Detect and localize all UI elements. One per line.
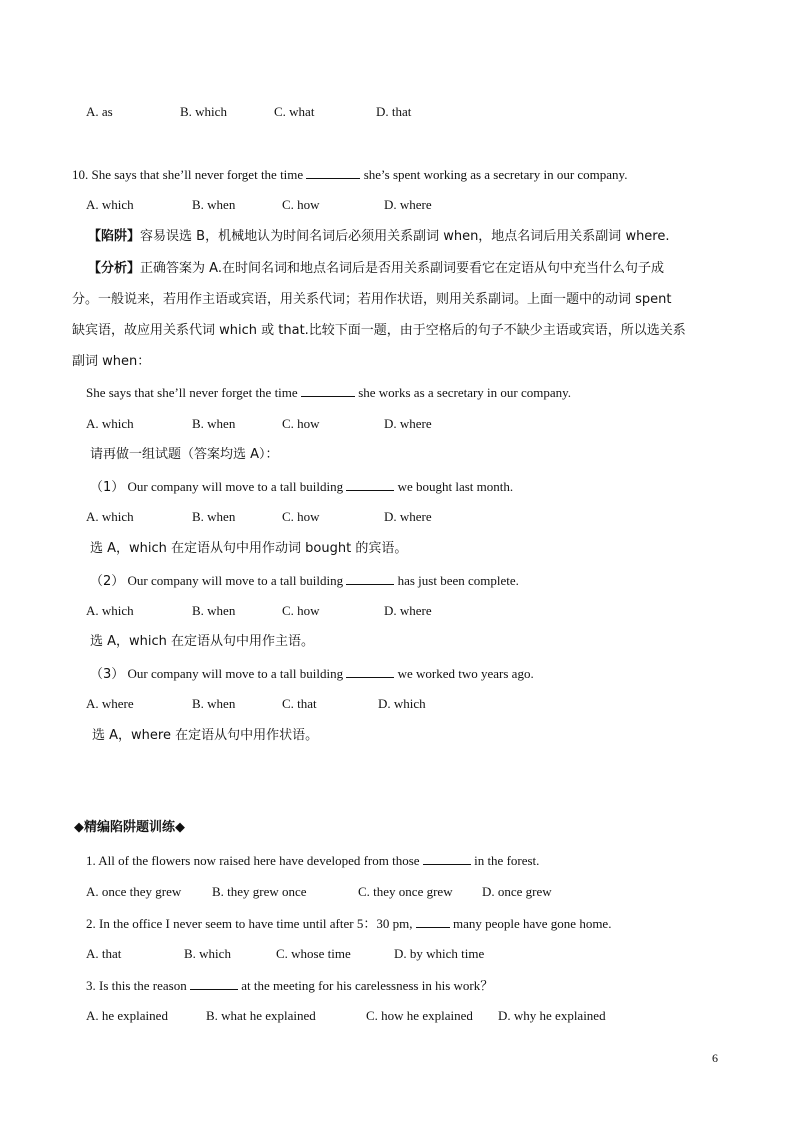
option-c: C. what xyxy=(274,104,315,119)
question-text: 3. Is this the reason xyxy=(86,978,187,993)
option-d: D. where xyxy=(384,416,432,431)
option-a: A. that xyxy=(86,946,122,961)
retry-title: 请再做一组试题（答案均选 A）： xyxy=(90,447,279,462)
option-d: D. which xyxy=(378,696,426,711)
analysis-line-3: 缺宾语，故应用关系代词 which 或 that.比较下面一题，由于空格后的句子不缺少主语或宾语，所以选关系 xyxy=(72,323,686,338)
sub-question-3 xyxy=(90,664,534,682)
option-b: B. when xyxy=(192,416,236,431)
question-text: Our company will move to a tall building xyxy=(127,666,344,681)
section-title: ◆精编陷阱题训练◆ xyxy=(74,820,185,835)
option-a: A. as xyxy=(86,104,113,119)
analysis-line-4: 副词 when： xyxy=(72,354,151,369)
option-a: A. once they grew xyxy=(86,884,182,899)
option-a: A. where xyxy=(86,696,134,711)
trap-paragraph xyxy=(88,228,670,246)
practice-question-2 xyxy=(86,914,611,932)
page-number: 6 xyxy=(712,1051,718,1065)
option-d: D. that xyxy=(376,104,412,119)
option-b: B. they grew once xyxy=(212,884,307,899)
answer-blank xyxy=(346,477,394,491)
question-number: （2） xyxy=(90,574,125,589)
question-text-cont: in the forest. xyxy=(474,853,540,868)
option-d: D. once grew xyxy=(482,884,552,899)
option-b: B. what he explained xyxy=(206,1008,316,1023)
option-a: A. he explained xyxy=(86,1008,168,1023)
question-text-cont: at the meeting for his carelessness in his work？ xyxy=(241,978,494,993)
option-c: C. how xyxy=(282,603,320,618)
practice-question-1 xyxy=(86,851,539,869)
option-b: B. which xyxy=(184,946,231,961)
sub3-note: 选 A，where 在定语从句中用作状语。 xyxy=(92,728,319,743)
answer-blank xyxy=(423,851,471,865)
question-text-cont: has just been complete. xyxy=(397,573,519,588)
option-d: D. where xyxy=(384,197,432,212)
question-text-cont: we bought last month. xyxy=(397,479,514,494)
question-text: Our company will move to a tall building xyxy=(127,479,344,494)
option-d: D. where xyxy=(384,509,432,524)
question-text: 2. In the office I never seem to have time until after 5：30 pm, xyxy=(86,916,413,931)
question-text-cont: she works as a secretary in our company. xyxy=(358,385,572,400)
sub2-note: 选 A，which 在定语从句中用作主语。 xyxy=(90,634,315,649)
option-d: D. where xyxy=(384,603,432,618)
practice-question-3 xyxy=(86,976,493,994)
analysis-line-2: 分。一般说来，若用作主语或宾语，用关系代词；若用作状语，则用关系副词。上面一题中的动词 spent xyxy=(72,292,672,307)
option-c: C. how xyxy=(282,416,320,431)
option-b: B. when xyxy=(192,509,236,524)
option-a: A. which xyxy=(86,509,134,524)
option-c: C. how he explained xyxy=(366,1008,473,1023)
answer-blank xyxy=(346,664,394,678)
option-c: C. how xyxy=(282,509,320,524)
question-text: She says that she’ll never forget the time xyxy=(86,385,298,400)
question-text: Our company will move to a tall building xyxy=(127,573,344,588)
question-text-cont: we worked two years ago. xyxy=(397,666,534,681)
sub1-note: 选 A，which 在定语从句中用作动词 bought 的宾语。 xyxy=(90,541,408,556)
option-b: B. which xyxy=(180,104,227,119)
trap-label: 【陷阱】 xyxy=(88,229,141,244)
answer-blank xyxy=(416,914,450,928)
option-c: C. that xyxy=(282,696,317,711)
question-text: 10. She says that she’ll never forget the time xyxy=(72,167,304,182)
option-b: B. when xyxy=(192,696,236,711)
option-c: C. how xyxy=(282,197,320,212)
question-number: （1） xyxy=(90,480,125,495)
option-a: A. which xyxy=(86,603,134,618)
option-d: D. by which time xyxy=(394,946,485,961)
sub-question-1 xyxy=(90,477,513,495)
option-c: C. they once grew xyxy=(358,884,453,899)
question-text: 1. All of the flowers now raised here have developed from those xyxy=(86,853,420,868)
option-a: A. which xyxy=(86,197,134,212)
option-b: B. when xyxy=(192,197,236,212)
option-d: D. why he explained xyxy=(498,1008,606,1023)
sub-question-2 xyxy=(90,571,519,589)
answer-blank xyxy=(190,976,238,990)
question-text-cont: she’s spent working as a secretary in our company. xyxy=(363,167,628,182)
question-10 xyxy=(72,165,627,183)
option-c: C. whose time xyxy=(276,946,351,961)
analysis-line-1 xyxy=(88,260,664,278)
answer-blank xyxy=(346,571,394,585)
compare-question xyxy=(86,383,571,401)
answer-blank xyxy=(306,165,360,179)
option-a: A. which xyxy=(86,416,134,431)
question-text-cont: many people have gone home. xyxy=(452,916,612,931)
answer-blank xyxy=(301,383,355,397)
trap-text: 容易误选 B，机械地认为时间名词后必须用关系副词 when，地点名词后用关系副词 where. xyxy=(140,229,670,244)
question-number: （3） xyxy=(90,667,125,682)
analysis-text: 正确答案为 A.在时间名词和地点名词后是否用关系副词要看它在定语从句中充当什么句子成 xyxy=(140,261,664,276)
analysis-label: 【分析】 xyxy=(88,261,141,276)
option-b: B. when xyxy=(192,603,236,618)
